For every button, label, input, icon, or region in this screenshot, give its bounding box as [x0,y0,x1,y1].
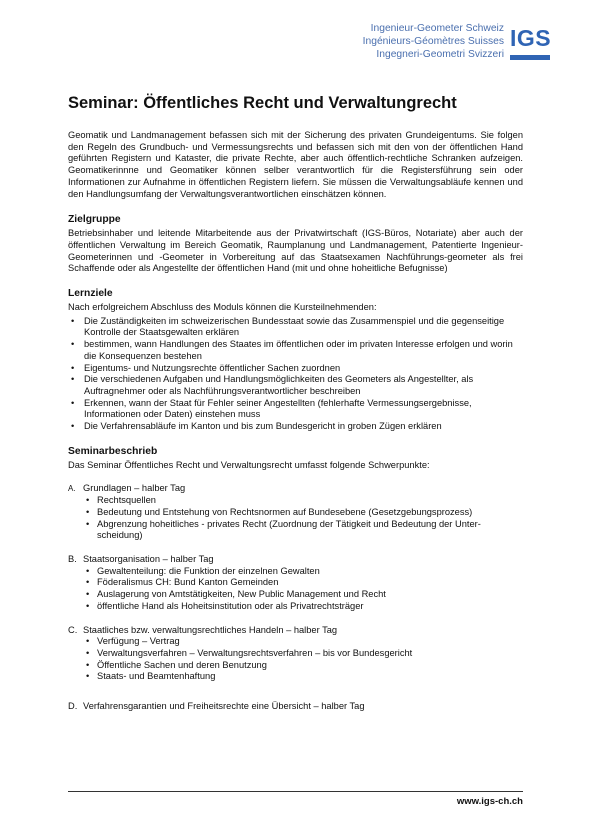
list-item-text: bestimmen, wann Handlungen des Staates im öffentlichen oder im privaten Interesse erfolgen und worin die Konsequenzen bestehen [84,339,513,361]
organization-names [363,22,504,62]
list-item-text: Auslagerung von Amtstätigkeiten, New Public Management und Recht [97,589,386,600]
section-lernziele [68,288,523,433]
footer-url[interactable]: www.igs-ch.ch [456,796,523,807]
list-item [68,374,523,397]
part-title: Staatsorganisation – halber Tag [83,553,214,564]
list-item [83,671,523,683]
part-heading [68,625,523,637]
lernziele-intro: Nach erfolgreichem Abschluss des Moduls können die Kursteilnehmenden: [68,302,377,313]
list-item [83,507,523,519]
bullet-icon: • [86,671,90,682]
bullet-icon: • [71,362,75,373]
bullet-icon: • [86,518,90,529]
org-name-de: Ingenieur-Geometer Schweiz [370,23,504,34]
intro-paragraph: Geomatik und Landmanagement befassen sich mit der Sicherung des privaten Grundeigentums. Sie folgen den Regeln des Grundbuch- und Vermessungsrechts und befassen sich mit den von der öffentlichen Hand geführten Registern und Kataster, die private Rechte, aber auch öffentlich-rechtliche Schranken aufzeigen. Geomatikerinnne und Geomatiker können selber verantwortlich für die Registersführung sein oder Informationen zur Aufnahme in öffentlichen Registern liefern. Sie müssen die Verwaltungsabläufe kennen und den Handlungsumfang der Verwaltungsverantwortlichen einschätzen können. [68,130,523,199]
list-item [83,519,523,542]
bullet-icon: • [86,506,90,517]
part-a [68,483,523,542]
list-item [83,601,523,613]
list-item [68,363,523,375]
logo-text: IGS [510,25,552,51]
list-item-text: Die Zuständigkeiten im schweizerischen Bundesstaat sowie das Zusammenspiel und die gegenseitige Kontrolle der Staatsgewalten erklären [84,315,505,338]
part-c-list [83,636,523,683]
list-item [68,398,523,421]
page-title: Seminar: Öffentliches Recht und Verwaltungrecht [68,94,457,112]
list-item [83,589,523,601]
part-a-list [83,495,523,542]
page-header [0,22,590,70]
igs-logo [510,25,558,61]
section-zielgruppe [68,214,523,275]
footer-divider [68,791,523,792]
bullet-icon: • [71,315,75,326]
list-item-text: Staats- und Beamtenhaftung [97,671,216,682]
part-heading [68,483,523,495]
seminarbeschrieb-heading: Seminarbeschrieb [68,445,158,457]
list-item-text: Bedeutung und Entstehung von Rechtsnormen auf Bundesebene (Gesetzgebungsprozess) [97,506,473,517]
document-body [68,94,523,725]
list-item [83,495,523,507]
bullet-icon: • [86,577,90,588]
part-b [68,554,523,613]
part-heading [68,554,523,566]
lernziele-heading: Lernziele [68,288,113,300]
bullet-icon: • [86,636,90,647]
list-item-text: Erkennen, wann der Staat für Fehler seiner Angestellten (fehlerhafte Vermessungsergebnisse, Informationen oder Daten) einstehen muss [84,397,472,420]
bullet-icon: • [71,339,75,350]
bullet-icon: • [71,421,75,432]
part-title: Grundlagen – halber Tag [83,483,186,494]
part-c [68,625,523,684]
list-item-text: Öffentliche Sachen und deren Benutzung [97,659,267,670]
section-seminarbeschrieb [68,446,523,713]
bullet-icon: • [71,374,75,385]
list-item-text: Abgrenzung hoheitliches - privates Recht (Zuordnung der Tätigkeit und Bedeutung der Unter-scheidung) [97,518,481,541]
zielgruppe-text: Betriebsinhaber und leitende Mitarbeitende aus der Privatwirtschaft (IGS-Büros, Notariate) aber auch der öffentlichen Verwaltung im Bereich Geomatik, Raumplanung und Landmanagement, Patentierte Ingenieur-Geometerinnen und -Geometer in Vorbereitung auf das Staatsexamen Nachführungs-geometer als frei Schaffende oder als Angestellte der öffentlichen Hand (mit und ohne hoheitliche Befugnisse) [68,228,523,274]
part-letter: D. [68,701,78,712]
list-item [83,660,523,672]
part-d [68,701,523,713]
org-name-fr: Ingénieurs-Géomètres Suisses [362,36,504,48]
list-item [83,636,523,648]
list-item-text: Die verschiedenen Aufgaben und Handlungsmöglichkeiten des Geometers als Angestellter, als Auftragnehmer oder als Nachführungsverantwortlicher beschreiben [84,374,474,396]
list-item-text: öffentliche Hand als Hoheitsinstitution oder als Privatrechtsträger [97,600,364,611]
bullet-icon: • [86,647,90,658]
bullet-icon: • [86,495,90,506]
list-item [83,577,523,589]
seminarbeschrieb-intro: Das Seminar Öffentliches Recht und Verwaltungsrecht umfasst folgende Schwerpunkte: [68,459,430,470]
bullet-icon: • [86,600,90,611]
list-item-text: Gewaltenteilung: die Funktion der einzelnen Gewalten [97,565,320,576]
list-item-text: Rechtsquellen [97,495,156,506]
bullet-icon: • [86,565,90,576]
part-title: Verfahrensgarantien und Freiheitsrechte eine Übersicht – halber Tag [83,701,365,712]
zielgruppe-heading: Zielgruppe [68,214,121,226]
part-title: Staatliches bzw. verwaltungsrechtliches Handeln – halber Tag [83,624,338,635]
bullet-icon: • [86,659,90,670]
list-item-text: Die Verfahrensabläufe im Kanton und bis zum Bundesgericht in groben Zügen erklären [84,421,442,432]
part-letter: B. [68,553,77,564]
list-item [68,339,523,362]
part-heading [68,701,523,713]
list-item [68,316,523,339]
part-letter: A. [68,484,76,494]
list-item-text: Verwaltungsverfahren – Verwaltungsrechtsverfahren – bis vor Bundesgericht [97,647,413,658]
bullet-icon: • [71,397,75,408]
list-item-text: Verfügung – Vertrag [97,636,180,647]
list-item [83,566,523,578]
bullet-icon: • [86,589,90,600]
list-item-text: Eigentums- und Nutzungsrechte öffentlicher Sachen zuordnen [84,362,341,373]
logo-underline [510,55,550,60]
lernziele-list [68,316,523,433]
part-b-list [83,566,523,613]
part-letter: C. [68,624,78,635]
org-name-it: Ingegneri-Geometri Svizzeri [376,49,504,61]
list-item [83,648,523,660]
list-item [68,421,523,433]
list-item-text: Föderalismus CH: Bund Kanton Gemeinden [97,577,279,588]
